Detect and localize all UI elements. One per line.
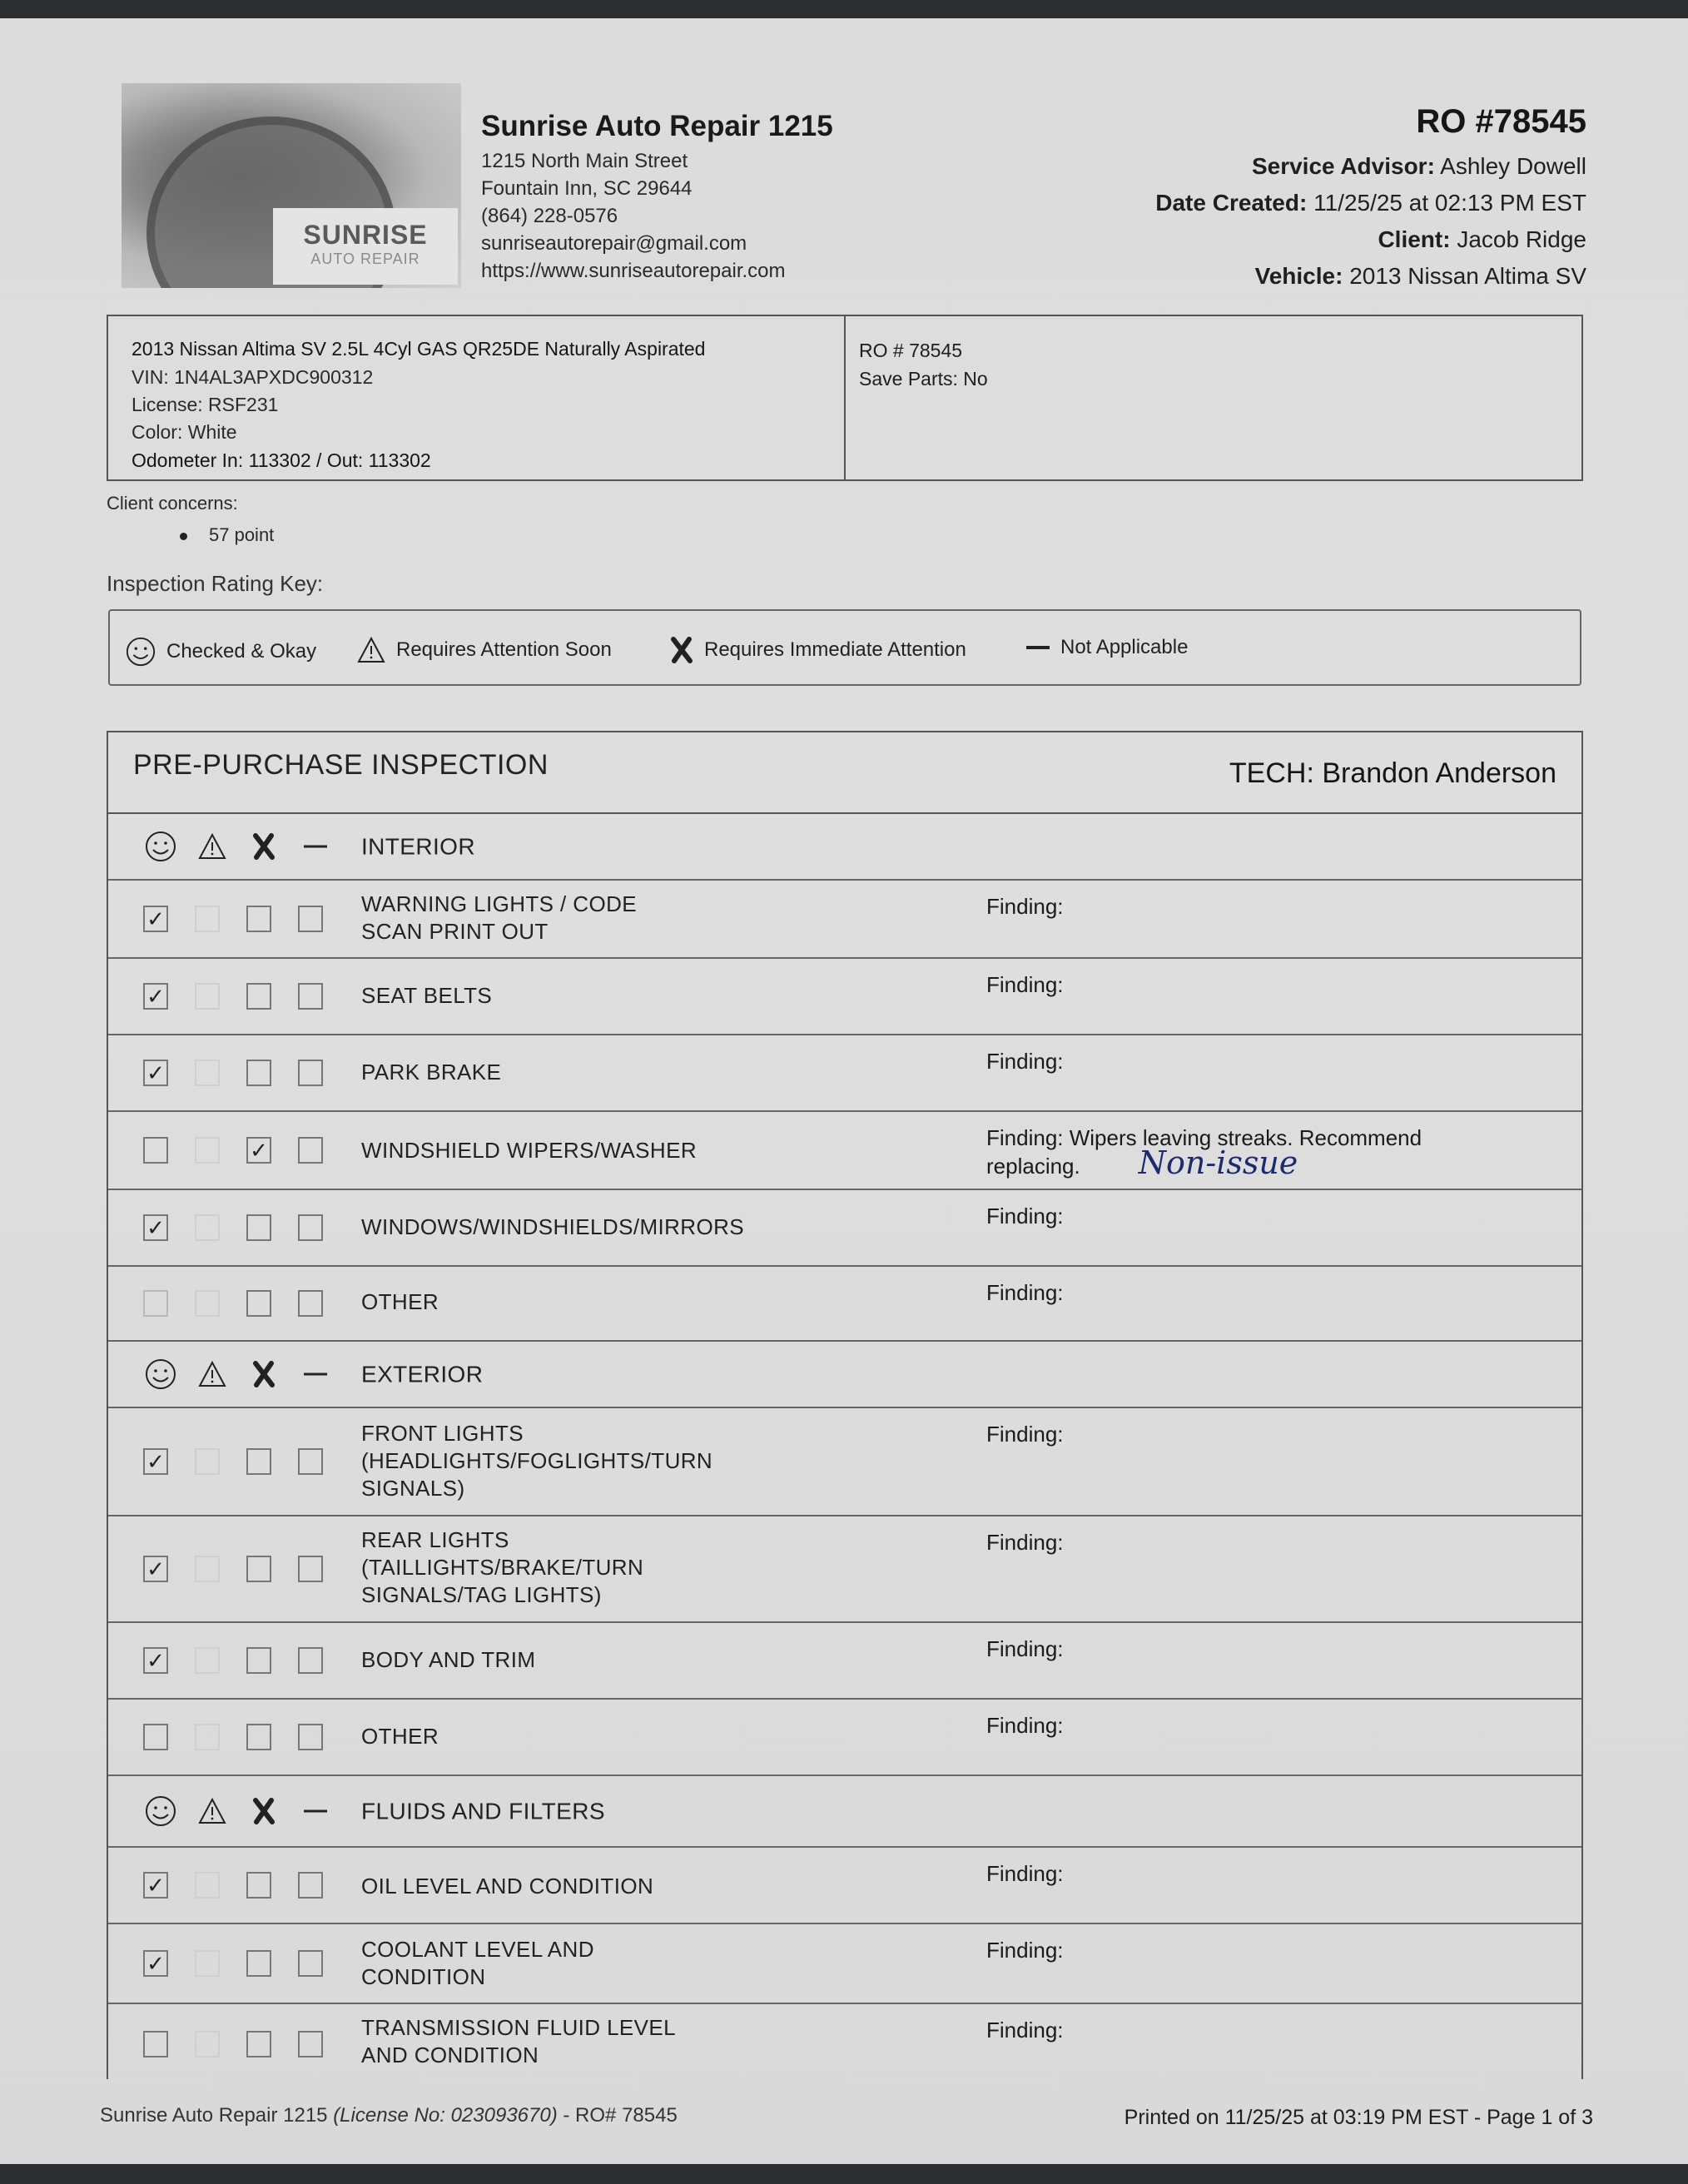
item-label: TRANSMISSION FLUID LEVEL AND CONDITION: [361, 2015, 677, 2067]
section-header-exterior: [108, 1342, 1581, 1408]
item-label: REAR LIGHTS (TAILLIGHTS/BRAKE/TURN SIGNALS/TAG LIGHTS): [361, 1527, 644, 1607]
client-concerns-label: Client concerns:: [107, 493, 238, 514]
footer-license: (License No: 023093670): [333, 2104, 558, 2127]
rating-ok-checkbox[interactable]: ✓: [143, 1647, 168, 1674]
section-title: EXTERIOR: [361, 1361, 484, 1387]
rating-immediate-checkbox[interactable]: [246, 1872, 271, 1899]
item-finding: Finding:: [986, 2018, 1064, 2043]
rating-immediate-checkbox[interactable]: [246, 1556, 271, 1582]
dash-icon: [290, 842, 341, 851]
section-title: INTERIOR: [361, 833, 475, 860]
vehicle-license: License: RSF231: [132, 394, 279, 415]
tech-name: TECH: Brandon Anderson: [1229, 757, 1556, 789]
vehicle-odometer: Odometer In: 113302 / Out: 113302: [132, 449, 431, 471]
rating-na-checkbox[interactable]: [298, 1214, 323, 1241]
vehicle-description: 2013 Nissan Altima SV 2.5L 4Cyl GAS QR25DE Naturally Aspirated: [132, 338, 706, 360]
rating-ok-checkbox[interactable]: ✓: [143, 1214, 168, 1241]
shop-phone: (864) 228-0576: [481, 205, 618, 227]
rating-na-checkbox[interactable]: [298, 906, 323, 932]
item-label: PARK BRAKE: [361, 1060, 502, 1085]
ro-number: RO # 78545: [859, 340, 963, 361]
rating-immediate-checkbox[interactable]: [246, 906, 271, 932]
key-attention-soon: Requires Attention Soon: [356, 636, 612, 664]
section-header-fluids-and-filters: [108, 1776, 1581, 1848]
rating-ok-checkbox[interactable]: ✓: [143, 1556, 168, 1582]
rating-na-checkbox[interactable]: [298, 1448, 323, 1475]
rating-ok-checkbox[interactable]: ✓: [143, 1448, 168, 1475]
vehicle: [1255, 263, 1586, 290]
service-advisor: [1252, 153, 1586, 180]
item-finding: Finding:: [986, 1713, 1064, 1738]
rating-na-checkbox[interactable]: [298, 1060, 323, 1086]
dash-icon: [1025, 643, 1050, 652]
rating-soon-checkbox[interactable]: [195, 1950, 220, 1977]
document-page: [0, 18, 1688, 2164]
item-finding: [986, 1125, 1552, 1179]
item-finding: Finding:: [986, 1049, 1064, 1074]
rating-ok-checkbox[interactable]: [143, 1137, 168, 1164]
inspection-row: [108, 1623, 1581, 1700]
item-finding: Finding:: [986, 972, 1064, 997]
service-advisor-value: Ashley Dowell: [1440, 153, 1586, 179]
item-label: OIL LEVEL AND CONDITION: [361, 1874, 654, 1899]
inspection-table: [107, 731, 1583, 2079]
rating-soon-checkbox[interactable]: [195, 906, 220, 932]
item-finding: Finding:: [986, 1422, 1064, 1447]
client-value: Jacob Ridge: [1457, 226, 1586, 252]
warning-triangle-icon: [186, 832, 238, 861]
shop-logo: [122, 83, 461, 288]
rating-soon-checkbox[interactable]: [195, 983, 220, 1010]
item-finding: Finding:: [986, 1280, 1064, 1305]
client-concern-item: 57 point: [180, 524, 274, 546]
inspection-header: [108, 732, 1581, 814]
rating-immediate-checkbox[interactable]: [246, 1214, 271, 1241]
x-mark-icon: [238, 1797, 290, 1825]
vehicle-info-box: [107, 315, 1583, 481]
warning-triangle-icon: [186, 1797, 238, 1825]
rating-ok-checkbox[interactable]: ✓: [143, 983, 168, 1010]
service-advisor-label: Service Advisor:: [1251, 153, 1435, 179]
date-created: [1155, 190, 1586, 216]
inspection-row: [108, 959, 1581, 1035]
inspection-row: [108, 1408, 1581, 1516]
rating-immediate-checkbox[interactable]: [246, 1448, 271, 1475]
smiley-icon: [135, 1794, 186, 1828]
inspection-row: [108, 881, 1581, 959]
rating-immediate-checkbox[interactable]: [246, 2031, 271, 2057]
inspection-row: [108, 1035, 1581, 1112]
rating-ok-checkbox[interactable]: [143, 1724, 168, 1750]
date-created-value: 11/25/25 at 02:13 PM EST: [1313, 190, 1586, 216]
rating-na-checkbox[interactable]: [298, 983, 323, 1010]
rating-ok-checkbox[interactable]: ✓: [143, 906, 168, 932]
rating-immediate-checkbox[interactable]: [246, 1950, 271, 1977]
rating-na-checkbox[interactable]: [298, 1137, 323, 1164]
item-finding: Finding:: [986, 1938, 1064, 1963]
rating-key-label: Inspection Rating Key:: [107, 571, 324, 596]
item-label: WINDOWS/WINDSHIELDS/MIRRORS: [361, 1214, 745, 1239]
footer-print-info: Printed on 11/25/25 at 03:19 PM EST - Page 1 of 3: [1124, 2106, 1593, 2129]
item-finding: Finding:: [986, 1636, 1064, 1661]
rating-immediate-checkbox[interactable]: [246, 1060, 271, 1086]
smiley-icon: [135, 1358, 186, 1391]
logo-subtext: AUTO REPAIR: [310, 251, 420, 267]
x-mark-icon: [238, 1360, 290, 1388]
rating-immediate-checkbox[interactable]: ✓: [246, 1137, 271, 1164]
inspection-row: [108, 2004, 1581, 2084]
rating-immediate-checkbox[interactable]: [246, 983, 271, 1010]
rating-soon-checkbox[interactable]: [195, 1137, 220, 1164]
client-label: Client:: [1378, 226, 1451, 252]
rating-soon-checkbox[interactable]: [195, 1060, 220, 1086]
rating-na-checkbox[interactable]: [298, 1556, 323, 1582]
vehicle-box-divider: [844, 316, 846, 479]
rating-soon-checkbox[interactable]: [195, 1647, 220, 1674]
shop-name: Sunrise Auto Repair 1215: [481, 110, 833, 142]
rating-na-checkbox[interactable]: [298, 1872, 323, 1899]
bullet-icon: [180, 533, 187, 540]
dash-icon: [290, 1807, 341, 1815]
rating-ok-checkbox[interactable]: [143, 2031, 168, 2057]
key-checked-okay: Checked & Okay: [125, 636, 316, 668]
rating-immediate-checkbox[interactable]: [246, 1647, 271, 1674]
item-label: OTHER: [361, 1724, 439, 1749]
logo-text: SUNRISE: [303, 220, 428, 250]
item-label: SEAT BELTS: [361, 983, 493, 1008]
client: [1378, 226, 1586, 253]
item-label: WARNING LIGHTS / CODE SCAN PRINT OUT: [361, 891, 638, 944]
inspection-row: [108, 1848, 1581, 1924]
inspection-row: [108, 1190, 1581, 1267]
section-header-interior: [108, 814, 1581, 881]
smiley-icon: [135, 830, 186, 863]
rating-ok-checkbox[interactable]: ✓: [143, 1950, 168, 1977]
date-created-label: Date Created:: [1155, 190, 1308, 216]
item-label: FRONT LIGHTS (HEADLIGHTS/FOGLIGHTS/TURN SIGNALS): [361, 1421, 713, 1501]
rating-soon-checkbox[interactable]: [195, 1290, 220, 1317]
rating-na-checkbox[interactable]: [298, 1290, 323, 1317]
rating-na-checkbox[interactable]: [298, 1647, 323, 1674]
rating-na-checkbox[interactable]: [298, 2031, 323, 2057]
item-label: COOLANT LEVEL AND CONDITION: [361, 1937, 594, 1989]
shop-email: sunriseautorepair@gmail.com: [481, 232, 747, 255]
section-title: FLUIDS AND FILTERS: [361, 1798, 605, 1824]
rating-soon-checkbox[interactable]: [195, 1872, 220, 1899]
rating-immediate-checkbox[interactable]: [246, 1290, 271, 1317]
ro-title: RO #78545: [1416, 103, 1586, 140]
inspection-row: [108, 1112, 1581, 1190]
key-immediate-attention: Requires Immediate Attention: [669, 636, 966, 664]
rating-ok-checkbox[interactable]: ✓: [143, 1872, 168, 1899]
item-finding: Finding:: [986, 894, 1064, 919]
smiley-icon: [125, 636, 156, 668]
rating-na-checkbox[interactable]: [298, 1950, 323, 1977]
vehicle-value: 2013 Nissan Altima SV: [1349, 263, 1586, 289]
item-finding: Finding:: [986, 1204, 1064, 1228]
rating-soon-checkbox[interactable]: [195, 1214, 220, 1241]
x-mark-icon: [238, 832, 290, 861]
dash-icon: [290, 1370, 341, 1378]
item-label: OTHER: [361, 1289, 439, 1314]
vehicle-vin: VIN: 1N4AL3APXDC900312: [132, 366, 374, 388]
finding-text: Finding: Wipers leaving streaks. Recommend replacing.: [986, 1125, 1422, 1179]
inspection-row: [108, 1700, 1581, 1776]
rating-key-box: [108, 609, 1581, 686]
rating-soon-checkbox[interactable]: [195, 2031, 220, 2057]
warning-triangle-icon: [356, 636, 386, 664]
inspection-title: PRE-PURCHASE INSPECTION: [133, 749, 549, 781]
item-label: BODY AND TRIM: [361, 1647, 536, 1672]
shop-address-line2: Fountain Inn, SC 29644: [481, 177, 693, 200]
inspection-row: [108, 1924, 1581, 2004]
save-parts: Save Parts: No: [859, 368, 988, 390]
rating-soon-checkbox[interactable]: [195, 1448, 220, 1475]
shop-address-line1: 1215 North Main Street: [481, 150, 688, 172]
rating-ok-checkbox[interactable]: [143, 1290, 168, 1317]
vehicle-color: Color: White: [132, 421, 237, 443]
handwritten-note: Non-issue: [1138, 1144, 1298, 1181]
item-label: WINDSHIELD WIPERS/WASHER: [361, 1138, 698, 1163]
shop-website: https://www.sunriseautorepair.com: [481, 260, 786, 282]
vehicle-label: Vehicle:: [1254, 263, 1343, 289]
x-mark-icon: [669, 636, 694, 664]
inspection-row: [108, 1516, 1581, 1623]
rating-na-checkbox[interactable]: [298, 1724, 323, 1750]
item-finding: Finding:: [986, 1530, 1064, 1555]
logo-badge: [273, 208, 458, 285]
warning-triangle-icon: [186, 1360, 238, 1388]
footer-shop-info: Sunrise Auto Repair 1215 (License No: 023093670) - RO# 78545: [100, 2104, 678, 2127]
rating-soon-checkbox[interactable]: [195, 1556, 220, 1582]
key-not-applicable: Not Applicable: [1025, 636, 1188, 659]
rating-soon-checkbox[interactable]: [195, 1724, 220, 1750]
item-finding: Finding:: [986, 1861, 1064, 1886]
rating-immediate-checkbox[interactable]: [246, 1724, 271, 1750]
rating-ok-checkbox[interactable]: ✓: [143, 1060, 168, 1086]
inspection-row: [108, 1267, 1581, 1342]
